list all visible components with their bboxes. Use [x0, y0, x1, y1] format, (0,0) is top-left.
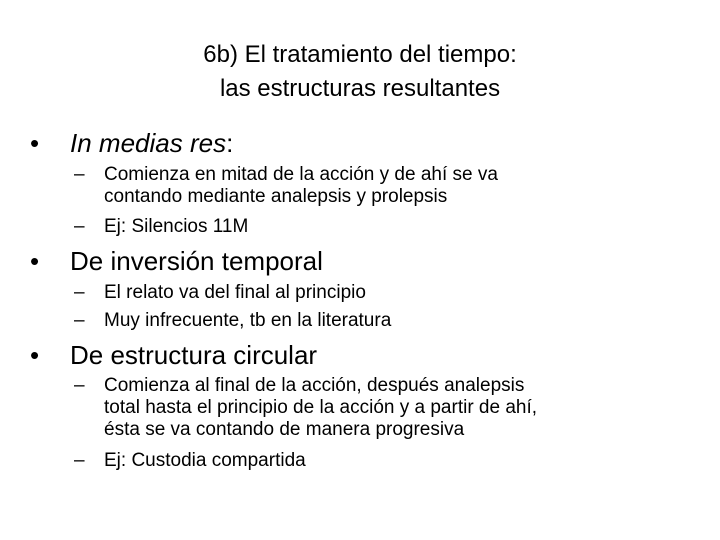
bullet-estructura-circular [30, 340, 317, 370]
slide-title [0, 38, 720, 106]
sub-bullet-line: Ej: Custodia compartida [104, 450, 306, 471]
sub-bullet-line: contando mediante analepsis y prolepsis [104, 186, 448, 207]
sub-bullet-item [74, 375, 537, 441]
title-line-1: 6b) El tratamiento del tiempo: [203, 41, 517, 68]
sub-bullet-line: Ej: Silencios 11M [104, 216, 249, 237]
bullet-heading-italic: In medias res [70, 128, 227, 158]
sub-bullet-marker: – [74, 282, 85, 303]
sub-bullet-marker: – [74, 450, 85, 471]
bullet-heading-suffix: : [226, 128, 234, 158]
sub-bullet-line: total hasta el principio de la acción y a partir de ahí, [104, 397, 538, 418]
sub-bullet-line: Comienza al final de la acción, después analepsis [104, 375, 525, 396]
sub-bullet-marker: – [74, 164, 85, 185]
sub-bullet-item [74, 310, 391, 332]
title-line-2: las estructuras resultantes [219, 75, 501, 102]
bullet-heading: De inversión temporal [70, 246, 323, 276]
sub-bullet-item [74, 216, 248, 238]
bullet-in-medias-res [30, 128, 233, 158]
sub-bullet-marker: – [74, 310, 85, 331]
sub-bullet-line: El relato va del final al principio [104, 282, 366, 303]
sub-bullet-marker: – [74, 375, 85, 396]
sub-bullet-line: Comienza en mitad de la acción y de ahí se va [104, 164, 498, 185]
bullet-marker: • [30, 128, 40, 158]
sub-bullet-item [74, 282, 366, 304]
sub-bullet-item [74, 450, 306, 472]
bullet-marker: • [30, 246, 40, 276]
bullet-marker: • [30, 340, 40, 370]
sub-bullet-marker: – [74, 216, 85, 237]
sub-bullet-item [74, 164, 498, 208]
sub-bullet-line: ésta se va contando de manera progresiva [104, 419, 465, 440]
sub-bullet-line: Muy infrecuente, tb en la literatura [104, 310, 392, 331]
bullet-heading: De estructura circular [70, 340, 318, 370]
bullet-inversion-temporal [30, 246, 323, 276]
